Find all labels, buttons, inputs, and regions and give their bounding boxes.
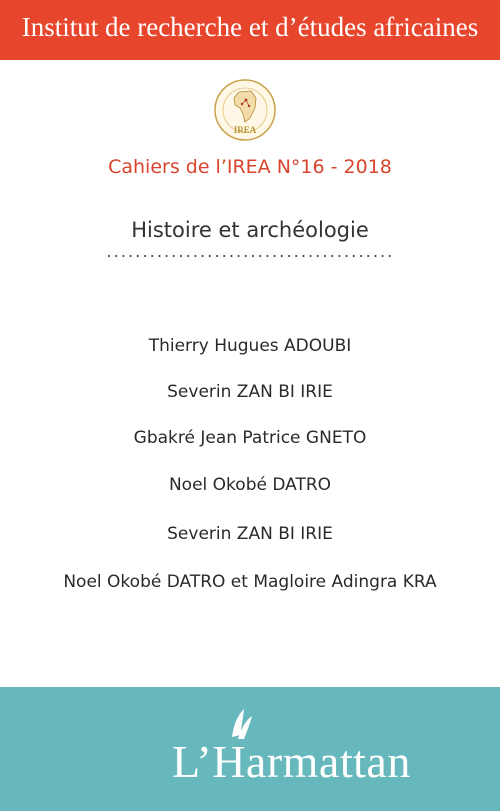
author-item: Noel Okobé DATRO et Magloire Adingra KRA bbox=[63, 572, 437, 592]
author-item: Gbakré Jean Patrice GNETO bbox=[133, 428, 367, 448]
divider-dot bbox=[382, 255, 384, 257]
divider-dot bbox=[194, 255, 196, 257]
institute-name: Institut de recherche et d’études africaines bbox=[21, 12, 479, 42]
divider-dot bbox=[302, 255, 304, 257]
divider-dot bbox=[187, 255, 189, 257]
divider-dot bbox=[353, 255, 355, 257]
divider-dot bbox=[166, 255, 168, 257]
divider-dot bbox=[338, 255, 340, 257]
author-item: Thierry Hugues ADOUBI bbox=[148, 336, 352, 356]
divider-dot bbox=[173, 255, 175, 257]
divider-dot bbox=[367, 255, 369, 257]
author-item: Severin ZAN BI IRIE bbox=[167, 524, 333, 544]
divider-dot bbox=[266, 255, 268, 257]
divider-dot bbox=[360, 255, 362, 257]
divider-dot bbox=[223, 255, 225, 257]
divider-dot bbox=[202, 255, 204, 257]
divider-dot bbox=[274, 255, 276, 257]
logo-label: IREA bbox=[233, 125, 257, 135]
divider-dot bbox=[115, 255, 117, 257]
divider-dot bbox=[374, 255, 376, 257]
divider-dot bbox=[144, 255, 146, 257]
book-title: Histoire et archéologie bbox=[131, 218, 369, 242]
divider-dot bbox=[180, 255, 182, 257]
divider-dot bbox=[122, 255, 124, 257]
divider-dot bbox=[310, 255, 312, 257]
divider-dot bbox=[331, 255, 333, 257]
divider-dot bbox=[281, 255, 283, 257]
divider-dot bbox=[288, 255, 290, 257]
divider-dot bbox=[389, 255, 391, 257]
divider-dot bbox=[158, 255, 160, 257]
author-item: Noel Okobé DATRO bbox=[168, 475, 332, 495]
divider-dot bbox=[209, 255, 211, 257]
divider-dot bbox=[151, 255, 153, 257]
author-item: Severin ZAN BI IRIE bbox=[167, 382, 333, 402]
divider-dot bbox=[137, 255, 139, 257]
divider-dot bbox=[238, 255, 240, 257]
divider-dot bbox=[346, 255, 348, 257]
irea-seal-icon bbox=[213, 78, 277, 142]
divider-dot bbox=[317, 255, 319, 257]
divider-dot bbox=[130, 255, 132, 257]
series-title: Cahiers de l’IREA N°16 - 2018 bbox=[108, 156, 392, 178]
divider-dot bbox=[108, 255, 110, 257]
institute-banner bbox=[0, 0, 500, 60]
divider-dot bbox=[259, 255, 261, 257]
divider-dot bbox=[230, 255, 232, 257]
divider-dot bbox=[295, 255, 297, 257]
divider-dot bbox=[252, 255, 254, 257]
divider-dot bbox=[216, 255, 218, 257]
divider-dot bbox=[324, 255, 326, 257]
dotted-divider bbox=[107, 254, 393, 258]
publisher-name: L’Harmattan bbox=[172, 736, 411, 787]
divider-dot bbox=[245, 255, 247, 257]
